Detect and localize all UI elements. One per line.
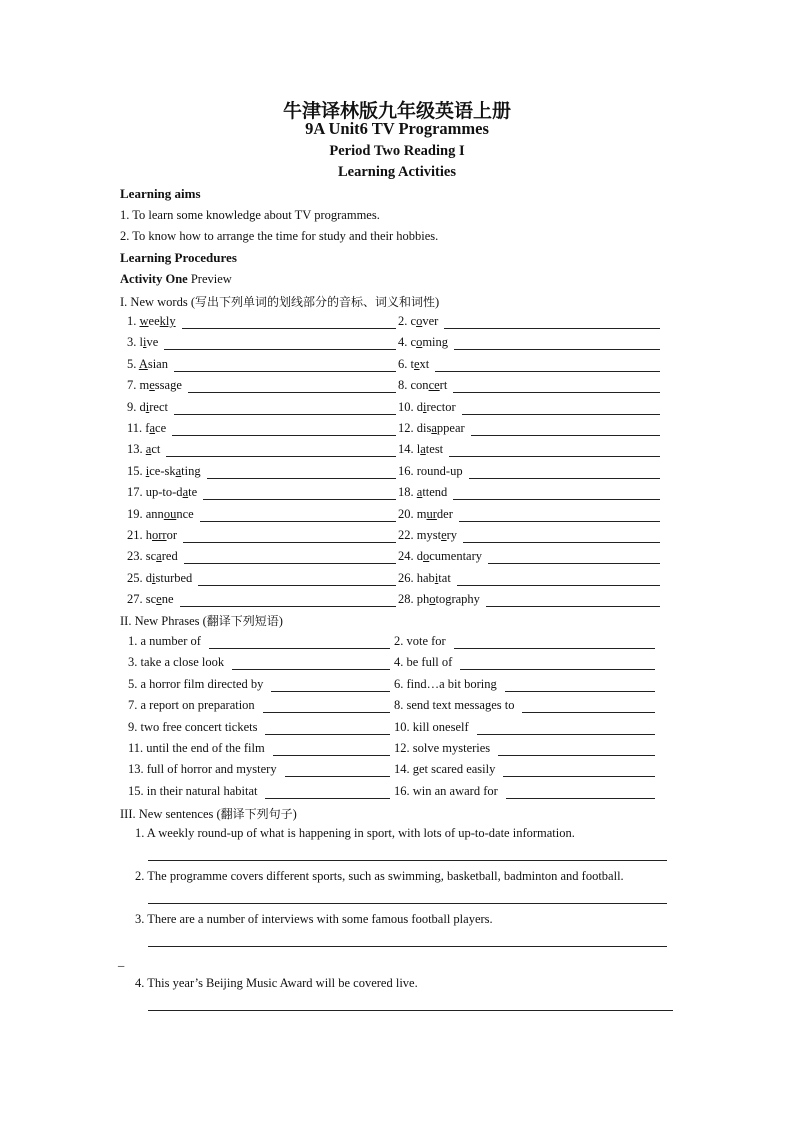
word-answer-line[interactable]	[454, 349, 660, 350]
phrase-answer-line[interactable]	[271, 691, 390, 692]
word-text: 18. attend	[398, 485, 448, 500]
word-answer-line[interactable]	[462, 414, 660, 415]
phrase-answer-line[interactable]	[522, 712, 655, 713]
word-answer-line[interactable]	[203, 499, 396, 500]
new-words-heading	[120, 293, 439, 310]
word-answer-line[interactable]	[207, 478, 396, 479]
phrase-text: 3. take a close look	[128, 655, 225, 670]
phrase-answer-line[interactable]	[265, 798, 390, 799]
sentence-4: 4. This year’s Beijing Music Award will be covered live.	[135, 976, 418, 990]
word-text: 16. round-up	[398, 463, 463, 478]
phrase-answer-line[interactable]	[506, 798, 655, 799]
sentence-3-answer-line[interactable]	[148, 946, 667, 947]
word-answer-line[interactable]	[488, 563, 660, 564]
phrase-text: 1. a number of	[128, 634, 201, 648]
sentences-heading-en: III. New sentences (	[120, 807, 221, 821]
word-text: 19. announce	[127, 506, 194, 521]
phrase-answer-line[interactable]	[263, 712, 390, 713]
phrase-text: 14. get scared easily	[394, 762, 496, 777]
phrase-text: 11. until the end of the film	[128, 741, 265, 755]
unit-title: 9A Unit6 TV Programmes	[305, 119, 489, 138]
period-title: Period Two Reading I	[329, 143, 465, 159]
word-text: 3. live	[127, 335, 159, 350]
word-answer-line[interactable]	[200, 521, 396, 522]
phrase-answer-line[interactable]	[505, 691, 655, 692]
word-answer-line[interactable]	[183, 542, 396, 543]
word-answer-line[interactable]	[444, 328, 660, 329]
phrase-text: 16. win an award for	[394, 783, 498, 798]
word-text: 28. photography	[398, 592, 480, 607]
word-text: 26. habitat	[398, 570, 451, 585]
sentences-heading-cn: 翻译下列句子	[220, 807, 293, 821]
word-answer-line[interactable]	[180, 606, 396, 607]
title-cn: 牛津译林版九年级英语上册	[282, 100, 511, 122]
word-text: 6. text	[398, 356, 430, 371]
phrase-text: 10. kill oneself	[394, 719, 469, 734]
sentences-heading	[120, 805, 297, 822]
word-text: 24. documentary	[398, 549, 483, 564]
activity-label: Activity One	[120, 272, 188, 286]
phrase-answer-line[interactable]	[460, 669, 655, 670]
word-text: 11. face	[127, 421, 167, 435]
aims-heading: Learning aims	[120, 186, 201, 201]
word-answer-line[interactable]	[453, 499, 660, 500]
word-text: 15. ice-skating	[127, 463, 201, 478]
phrase-text: 7. a report on preparation	[128, 698, 255, 713]
phrase-answer-line[interactable]	[498, 755, 655, 756]
word-text: 1. weekly	[127, 314, 176, 328]
phrases-heading	[120, 612, 283, 629]
word-text: 9. direct	[127, 399, 168, 414]
phrase-text: 8. send text messages to	[394, 698, 515, 713]
phrases-heading-cn: 翻译下列短语	[206, 614, 279, 628]
word-answer-line[interactable]	[453, 392, 660, 393]
word-text: 2. cover	[398, 314, 439, 328]
phrase-answer-line[interactable]	[265, 734, 390, 735]
word-text: 13. act	[127, 442, 161, 457]
word-answer-line[interactable]	[463, 542, 660, 543]
phrase-answer-line[interactable]	[454, 648, 655, 649]
word-answer-line[interactable]	[164, 349, 396, 350]
activities-title: Learning Activities	[337, 164, 456, 180]
word-text: 5. Asian	[127, 356, 168, 371]
phrase-text: 5. a horror film directed by	[128, 676, 264, 691]
word-text: 8. concert	[398, 378, 448, 393]
word-answer-line[interactable]	[435, 371, 660, 372]
word-text: 25. disturbed	[127, 570, 193, 585]
phrase-text: 12. solve mysteries	[394, 741, 491, 755]
sentence-2-answer-line[interactable]	[148, 903, 667, 904]
phrase-text: 9. two free concert tickets	[128, 719, 258, 734]
sentences-heading-close: )	[292, 807, 297, 821]
word-answer-line[interactable]	[166, 456, 396, 457]
new-words-heading-en: I. New words (	[120, 295, 195, 309]
phrase-answer-line[interactable]	[285, 776, 390, 777]
aim-1: 1. To learn some knowledge about TV programmes.	[120, 208, 380, 222]
sentence-1-answer-line[interactable]	[148, 860, 667, 861]
aim-2: 2. To know how to arrange the time for study and their hobbies.	[120, 229, 439, 243]
word-text: 10. director	[398, 399, 456, 414]
word-answer-line[interactable]	[188, 392, 396, 393]
sentence-4-answer-line[interactable]	[148, 1010, 673, 1011]
word-text: 21. horror	[127, 528, 177, 542]
word-text: 4. coming	[398, 335, 449, 350]
word-answer-line[interactable]	[198, 585, 396, 586]
word-answer-line[interactable]	[471, 435, 660, 436]
word-text: 12. disappear	[398, 421, 465, 435]
word-answer-line[interactable]	[184, 563, 396, 564]
new-words-heading-close: )	[435, 295, 440, 309]
word-answer-line[interactable]	[486, 606, 660, 607]
word-text: 14. latest	[398, 442, 444, 457]
phrase-text: 13. full of horror and mystery	[128, 762, 277, 777]
word-answer-line[interactable]	[469, 478, 660, 479]
phrase-answer-line[interactable]	[273, 755, 390, 756]
word-text: 7. message	[127, 378, 182, 393]
phrases-heading-close: )	[278, 614, 283, 628]
phrase-answer-line[interactable]	[232, 669, 390, 670]
word-answer-line[interactable]	[174, 371, 396, 372]
word-answer-line[interactable]	[172, 435, 396, 436]
phrases-heading-en: II. New Phrases (	[120, 614, 207, 628]
phrase-text: 4. be full of	[394, 655, 453, 670]
phrase-answer-line[interactable]	[477, 734, 655, 735]
word-text: 17. up-to-date	[127, 485, 198, 500]
activity-rest: Preview	[187, 272, 232, 286]
word-answer-line[interactable]	[182, 328, 396, 329]
sentence-2: 2. The programme covers different sports, such as swimming, basketball, badminton and football.	[135, 869, 624, 883]
phrase-text: 6. find…a bit boring	[394, 676, 497, 691]
word-text: 20. murder	[398, 506, 453, 521]
stray-mark: _	[118, 954, 125, 968]
word-answer-line[interactable]	[174, 414, 396, 415]
phrase-answer-line[interactable]	[503, 776, 655, 777]
new-words-heading-cn: 写出下列单词的划线部分的音标、词义和词性	[194, 295, 435, 309]
activity-one-line	[120, 272, 232, 287]
sentence-1: 1. A weekly round-up of what is happening in sport, with lots of up-to-date information.	[135, 826, 575, 840]
word-answer-line[interactable]	[449, 456, 660, 457]
sentence-3: 3. There are a number of interviews with some famous football players.	[135, 912, 493, 926]
word-text: 22. mystery	[398, 528, 458, 542]
word-answer-line[interactable]	[459, 521, 660, 522]
phrase-text: 15. in their natural habitat	[128, 783, 258, 798]
word-answer-line[interactable]	[457, 585, 660, 586]
phrase-answer-line[interactable]	[209, 648, 390, 649]
word-text: 27. scene	[127, 592, 174, 607]
word-text: 23. scared	[127, 549, 178, 564]
procedures-heading: Learning Procedures	[120, 250, 237, 265]
phrase-text: 2. vote for	[394, 634, 446, 648]
